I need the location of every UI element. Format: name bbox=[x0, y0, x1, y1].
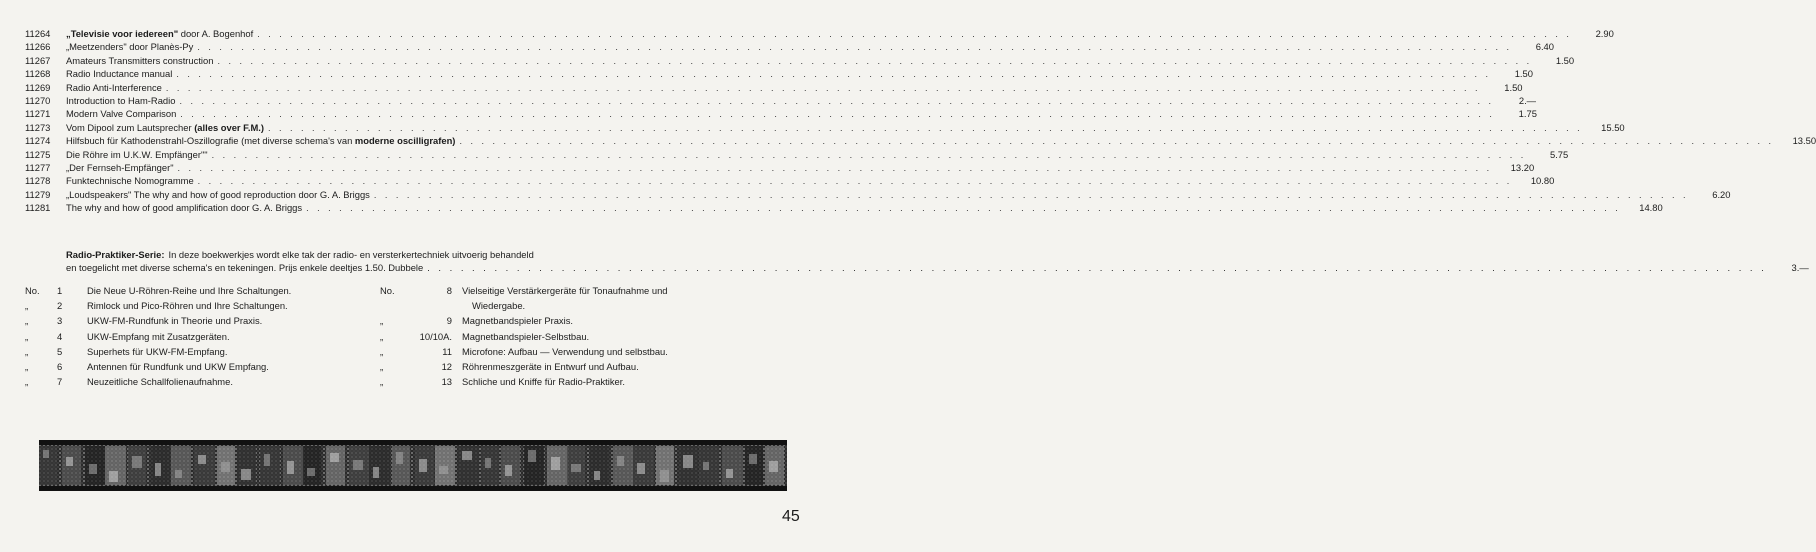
item-title-text: Modern Valve Comparison bbox=[66, 108, 177, 120]
booklet-number: 2 bbox=[57, 300, 63, 312]
item-title-text: Die Röhre im U.K.W. Empfänger"" bbox=[66, 148, 208, 160]
photo-highlight bbox=[198, 455, 206, 464]
booklet-number: 10/10A. bbox=[419, 330, 452, 342]
item-title-text: „Meetzenders" door Planès-Py bbox=[66, 41, 194, 53]
booklet-title: Magnetbandspieler-Selbstbau. bbox=[462, 330, 590, 342]
catalogue-row bbox=[25, 107, 1537, 120]
booklet-number: 13 bbox=[441, 376, 452, 388]
photo-highlight bbox=[221, 462, 230, 472]
booklet-row bbox=[25, 313, 365, 328]
photo-highlight bbox=[551, 457, 560, 470]
photo-highlight bbox=[505, 465, 512, 476]
photo-highlight bbox=[571, 464, 581, 472]
item-title-text: Vom Dipool zum Lautsprecher bbox=[66, 121, 195, 133]
booklet-row bbox=[380, 374, 710, 389]
series-line-1 bbox=[66, 248, 701, 261]
item-title bbox=[66, 67, 172, 80]
photo-highlight bbox=[373, 467, 379, 478]
booklet-title: Magnetbandspieler Praxis. bbox=[462, 315, 573, 327]
item-title-bold: (alles over F.M.) bbox=[194, 121, 264, 133]
booklet-title: Vielseitige Verstärkergeräte für Tonaufnahme und bbox=[462, 285, 668, 296]
item-price: 5.75 bbox=[1549, 148, 1569, 160]
catalogue-row bbox=[25, 188, 1731, 201]
booklet-title: Die Neue U-Röhren-Reihe und Ihre Schaltungen. bbox=[87, 285, 292, 296]
booklet-prefix: „ bbox=[25, 376, 29, 388]
booklet-row bbox=[25, 329, 365, 344]
item-number: 11271 bbox=[25, 108, 51, 120]
booklet-prefix: No. bbox=[25, 285, 40, 296]
item-price: 2.90 bbox=[1595, 28, 1614, 39]
leader-dots: . . . . . . . . . . . . . . . . . . . . . . . . . . . . . . . . . . . . . . . . . . . . . . . . . . . . . . . . . . . . . . . . . . . . . . . . . . . . . . . . . . . . . . . . . . . . . . . . . . . . . . . . . . . . . . . . . . . . . . . . bbox=[177, 162, 1493, 173]
booklet-row bbox=[25, 374, 365, 389]
photo-highlight bbox=[703, 462, 709, 470]
item-price: 6.20 bbox=[1712, 188, 1731, 200]
booklet-prefix: „ bbox=[25, 315, 29, 327]
item-number: 11264 bbox=[25, 28, 51, 39]
catalogue-row bbox=[25, 174, 1555, 187]
leader-dots: . . . . . . . . . . . . . . . . . . . . . . . . . . . . . . . . . . . . . . . . . . . . . . . . . . . . . . . . . . . . . . . . . . . . . . . . . . . . . . . . . . . . . . . . . . . . . . . . . . . . . . . . . . . . . . . . . . . . . . . . bbox=[257, 29, 1572, 39]
leader-dots: . . . . . . . . . . . . . . . . . . . . . . . . . . . . . . . . . . . . . . . . . . . . . . . . . . . . . . . . . . . . . . . . . . . . . . . . . . . . . . . . . . . . . . . . . . . . . . . . . . . . . . . . . . . . . . . . . . . . . . . . bbox=[165, 82, 1481, 93]
booklet-prefix: „ bbox=[380, 330, 384, 342]
item-number: 11270 bbox=[25, 94, 51, 106]
photo-highlight bbox=[175, 470, 182, 478]
item-price: 1.75 bbox=[1518, 108, 1537, 120]
item-title bbox=[66, 174, 194, 187]
catalogue-list bbox=[25, 27, 1816, 214]
catalogue-row bbox=[25, 54, 1575, 67]
leader-dots: . . . . . . . . . . . . . . . . . . . . . . . . . . . . . . . . . . . . . . . . . . . . . . . . . . . . . . . . . . . . . . . . . . . . . . . . . . . . . . . . . . . . . . . . . . . . . . . . . . . . . . . . . . . . . . . . . . . . . . . . bbox=[197, 176, 1513, 187]
booklet-number: 8 bbox=[446, 285, 452, 296]
item-price: 13.50 bbox=[1792, 135, 1816, 147]
booklet-number: 1 bbox=[57, 285, 63, 296]
catalogue-row bbox=[25, 201, 1663, 214]
item-title-bold: „Televisie voor iedereen" bbox=[66, 28, 179, 39]
booklet-prefix: „ bbox=[380, 361, 384, 373]
booklet-title: Microfone: Aufbau — Verwendung und selbstbau. bbox=[462, 345, 668, 357]
item-title-text: The why and how of good amplification door G. A. Briggs bbox=[66, 202, 303, 214]
photo-highlight bbox=[264, 454, 270, 466]
booklet-prefix: „ bbox=[380, 315, 384, 327]
photo-highlight bbox=[396, 452, 403, 464]
catalogue-row bbox=[25, 81, 1523, 94]
booklet-row bbox=[380, 283, 710, 298]
photo-highlight bbox=[66, 457, 73, 466]
series-text-1: In deze boekwerkjes wordt elke tak der radio- en versterkertechniek uitvoerig behandeld bbox=[168, 249, 534, 260]
item-title-text: Amateurs Transmitters construction bbox=[66, 54, 214, 66]
item-price: 2.— bbox=[1518, 94, 1537, 106]
photo-frame bbox=[722, 446, 743, 485]
photo-highlight bbox=[726, 469, 733, 478]
item-title-text: „Loudspeakers" The why and how of good reproduction door G. A. Briggs bbox=[66, 188, 370, 200]
item-title-text: Introduction to Ham-Radio bbox=[66, 94, 176, 106]
booklet-title: Röhrenmeszgeräte in Entwurf und Aufbau. bbox=[462, 361, 639, 373]
photo-highlight bbox=[89, 464, 97, 474]
item-title bbox=[66, 81, 162, 94]
photo-frame bbox=[745, 446, 763, 485]
item-price: 1.50 bbox=[1514, 68, 1533, 80]
booklet-title: Rimlock und Pico-Röhren und Ihre Schaltungen. bbox=[87, 300, 288, 312]
item-title bbox=[66, 121, 264, 134]
series-line-2 bbox=[66, 261, 1809, 274]
booklet-number: 5 bbox=[57, 345, 63, 357]
catalogue-row bbox=[25, 148, 1569, 161]
catalogue-row bbox=[25, 121, 1625, 134]
photo-highlight bbox=[637, 463, 645, 474]
booklet-list-left bbox=[25, 283, 365, 389]
catalogue-row bbox=[25, 161, 1535, 174]
booklet-title: Antennen für Rundfunk und UKW Empfang. bbox=[87, 361, 269, 373]
item-number: 11279 bbox=[25, 188, 51, 200]
item-title-text: Hilfsbuch für Kathodenstrahl-Oszillografie (met diverse schema's van bbox=[66, 135, 355, 147]
photo-collage-image bbox=[39, 440, 787, 491]
booklet-number: 6 bbox=[57, 361, 63, 373]
booklet-prefix: „ bbox=[25, 330, 29, 342]
leader-dots: . . . . . . . . . . . . . . . . . . . . . . . . . . . . . . . . . . . . . . . . . . . . . . . . . . . . . . . . . . . . . . . . . . . . . . . . . . . . . . . . . . . . . . . . . . . . . . . . . . . . . . . . . . . . . . . . . . . . . . . . bbox=[180, 109, 1495, 120]
photo-highlight bbox=[132, 456, 142, 468]
item-title-text: Radio Inductance manual bbox=[66, 68, 173, 80]
item-number: 11266 bbox=[25, 41, 51, 53]
booklet-row bbox=[380, 359, 710, 374]
leader-dots: . . . . . . . . . . . . . . . . . . . . . . . . . . . . . . . . . . . . . . . . . . . . . . . . . . . . . . . . . . . . . . . . . . . . . . . . . . . . . . . . . . . . . . . . . . . . . . . . . . . . . . . . . . . . . . . . . . . . . . . . bbox=[197, 42, 1512, 53]
booklet-number: 7 bbox=[57, 376, 63, 388]
item-number: 11277 bbox=[25, 161, 51, 173]
booklet-row bbox=[380, 313, 710, 328]
series-text-2: en toegelicht met diverse schema's en tekeningen. Prijs enkele deeltjes 1.50. Dubbele bbox=[66, 262, 424, 274]
item-price: 10.80 bbox=[1530, 175, 1555, 187]
item-price: 6.40 bbox=[1535, 41, 1554, 53]
booklet-number: 3 bbox=[57, 315, 63, 327]
catalogue-row bbox=[25, 94, 1537, 107]
booklet-list-right bbox=[380, 283, 710, 389]
item-title bbox=[66, 40, 193, 53]
photo-highlight bbox=[485, 458, 491, 468]
photo-frame bbox=[369, 446, 390, 485]
booklet-prefix: „ bbox=[25, 345, 29, 357]
item-title bbox=[66, 94, 175, 107]
photo-frame bbox=[171, 446, 191, 485]
booklet-title: Neuzeitliche Schallfolienaufnahme. bbox=[87, 376, 233, 388]
item-title bbox=[66, 107, 176, 120]
booklet-row bbox=[380, 344, 710, 359]
item-number: 11274 bbox=[25, 135, 51, 147]
item-number: 11278 bbox=[25, 175, 51, 187]
booklet-title: UKW-Empfang mit Zusatzgeräten. bbox=[87, 330, 230, 342]
leader-dots: . . . . . . . . . . . . . . . . . . . . . . . . . . . . . . . . . . . . . . . . . . . . . . . . . . . . . . . . . . . . . . . . . . . . . . . . . . . . . . . . . . . . . . . . . . . . . . . . . . . . . . . . . . . . . . . . . . . . . . . . bbox=[179, 95, 1495, 106]
booklet-prefix: „ bbox=[25, 300, 29, 312]
booklet-title: Schliche und Kniffe für Radio-Praktiker. bbox=[462, 376, 625, 388]
leader-dots: . . . . . . . . . . . . . . . . . . . . . . . . . . . . . . . . . . . . . . . . . . . . . . . . . . . . . . . . . . . . . . . . . . . . . . . . . . . . . . . . . . . . . . . . . . . . . . . . . . . . . . . . . . . . . . . . . . . . . . . . bbox=[459, 136, 1775, 147]
photo-frame bbox=[326, 446, 345, 485]
photo-strip bbox=[39, 440, 787, 491]
photo-highlight bbox=[307, 468, 315, 476]
item-price: 15.50 bbox=[1601, 121, 1625, 133]
booklet-row bbox=[25, 359, 365, 374]
booklet-number: 9 bbox=[446, 315, 452, 327]
booklet-prefix: No. bbox=[380, 285, 395, 296]
series-label: Radio-Praktiker-Serie: bbox=[66, 249, 165, 260]
page-number: 45 bbox=[782, 508, 800, 525]
catalogue-row bbox=[25, 27, 1614, 40]
item-number: 11273 bbox=[25, 121, 51, 133]
item-title bbox=[66, 161, 174, 174]
item-title-text: Radio Anti-Interference bbox=[66, 81, 162, 93]
photo-highlight bbox=[439, 466, 448, 474]
item-price: 14.80 bbox=[1639, 202, 1663, 214]
item-title-text: „Der Fernseh-Empfänger" bbox=[66, 161, 174, 173]
leader-dots: . . . . . . . . . . . . . . . . . . . . . . . . . . . . . . . . . . . . . . . . . . . . . . . . . . . . . . . . . . . . . . . . . . . . . . . . . . . . . . . . . . . . . . . . . . . . . . . . . . . . . . . . . . . . . . . . . . . . . . . . bbox=[268, 122, 1583, 133]
booklet-prefix: „ bbox=[25, 361, 29, 373]
item-title bbox=[66, 27, 253, 40]
booklet-number: 12 bbox=[441, 361, 452, 373]
booklet-number: 4 bbox=[57, 330, 63, 342]
photo-highlight bbox=[769, 461, 778, 472]
item-title bbox=[66, 188, 370, 201]
photo-frame bbox=[392, 446, 410, 485]
photo-highlight bbox=[330, 453, 339, 462]
item-title bbox=[66, 134, 455, 147]
item-title bbox=[66, 54, 213, 67]
item-price: 1.50 bbox=[1555, 54, 1575, 66]
series-price: 3.— bbox=[1791, 262, 1809, 274]
booklet-row bbox=[25, 298, 365, 313]
photo-highlight bbox=[749, 454, 757, 464]
catalogue-row bbox=[25, 40, 1554, 53]
booklet-title: UKW-FM-Rundfunk in Theorie und Praxis. bbox=[87, 315, 263, 327]
item-number: 11268 bbox=[25, 68, 51, 80]
catalogue-row bbox=[25, 134, 1816, 147]
booklet-number: 11 bbox=[442, 345, 452, 357]
leader-dots: . . . . . . . . . . . . . . . . . . . . . . . . . . . . . . . . . . . . . . . . . . . . . . . . . . . . . . . . . . . . . . . . . . . . . . . . . . . . . . . . . . . . . . . . . . . . . . . . . . . . . . . . . . . . . . . . . . . . . . . . bbox=[211, 149, 1527, 160]
photo-highlight bbox=[353, 460, 363, 470]
booklet-row bbox=[25, 283, 365, 298]
leader-dots: . . . . . . . . . . . . . . . . . . . . . . . . . . . . . . . . . . . . . . . . . . . . . . . . . . . . . . . . . . . . . . . . . . . . . . . . . . . . . . . . . . . . . . . . . . . . . . . . . . . . . . . . . . . . . . . . . . . . . . . . bbox=[373, 189, 1689, 200]
photo-highlight bbox=[155, 463, 161, 476]
photo-highlight bbox=[241, 469, 251, 480]
item-title-text: door A. Bogenhof bbox=[178, 28, 254, 39]
item-title bbox=[66, 148, 208, 161]
leader-dots: . . . . . . . . . . . . . . . . . . . . . . . . . . . . . . . . . . . . . . . . . . . . . . . . . . . . . . . . . . . . . . . . . . . . . . . . . . . . . . . . . . . . . . . . . . . . . . . . . . . . . . . . . . . . . . . . . . . . . . . . bbox=[176, 69, 1491, 80]
catalogue-row bbox=[25, 67, 1533, 80]
photo-frame bbox=[194, 446, 215, 485]
leader-dots: . . . . . . . . . . . . . . . . . . . . . . . . . . . . . . . . . . . . . . . . . . . . . . . . . . . . . . . . . . . . . . . . . . . . . . . . . . . . . . . . . . . . . . . . . . . . . . . . . . . . . . . . . . . . . . . . . . . . . . . . bbox=[217, 55, 1533, 66]
item-title-bold: moderne oscilligrafen) bbox=[354, 135, 456, 147]
item-title bbox=[66, 201, 302, 214]
photo-highlight bbox=[683, 455, 693, 468]
photo-frame bbox=[303, 446, 321, 485]
booklet-prefix: „ bbox=[380, 345, 384, 357]
photo-highlight bbox=[419, 459, 427, 472]
leader-dots: . . . . . . . . . . . . . . . . . . . . . . . . . . . . . . . . . . . . . . . . . . . . . . . . . . . . . . . . . . . . . . . . . . . . . . . . . . . . . . . . . . . . . . . . . . . . . . . . . . . . . . . . . . . . . . . . . . . . . . . . bbox=[427, 262, 1767, 274]
photo-highlight bbox=[43, 450, 49, 458]
photo-highlight bbox=[594, 471, 600, 480]
photo-highlight bbox=[287, 461, 294, 474]
radio-praktiker-series bbox=[66, 248, 1809, 275]
item-number: 11267 bbox=[25, 54, 51, 66]
photo-highlight bbox=[660, 470, 669, 482]
booklet-row bbox=[25, 344, 365, 359]
booklet-row bbox=[380, 329, 710, 344]
item-title-text: Funktechnische Nomogramme bbox=[66, 175, 194, 187]
booklet-title-continued: Wiedergabe. bbox=[472, 300, 526, 312]
photo-highlight bbox=[109, 471, 118, 482]
item-number: 11269 bbox=[25, 81, 51, 93]
photo-highlight bbox=[528, 450, 536, 462]
booklet-prefix: „ bbox=[380, 376, 384, 388]
item-number: 11281 bbox=[25, 202, 51, 214]
photo-highlight bbox=[462, 451, 472, 460]
item-price: 1.50 bbox=[1504, 81, 1523, 93]
leader-dots: . . . . . . . . . . . . . . . . . . . . . . . . . . . . . . . . . . . . . . . . . . . . . . . . . . . . . . . . . . . . . . . . . . . . . . . . . . . . . . . . . . . . . . . . . . . . . . . . . . . . . . . . . . . . . . . . . . . . . . . . bbox=[306, 203, 1621, 214]
item-price: 13.20 bbox=[1510, 161, 1535, 173]
photo-frame bbox=[435, 446, 455, 485]
item-number: 11275 bbox=[25, 148, 51, 160]
photo-highlight bbox=[617, 456, 624, 466]
booklet-title: Superhets für UKW-FM-Empfang. bbox=[87, 345, 228, 357]
